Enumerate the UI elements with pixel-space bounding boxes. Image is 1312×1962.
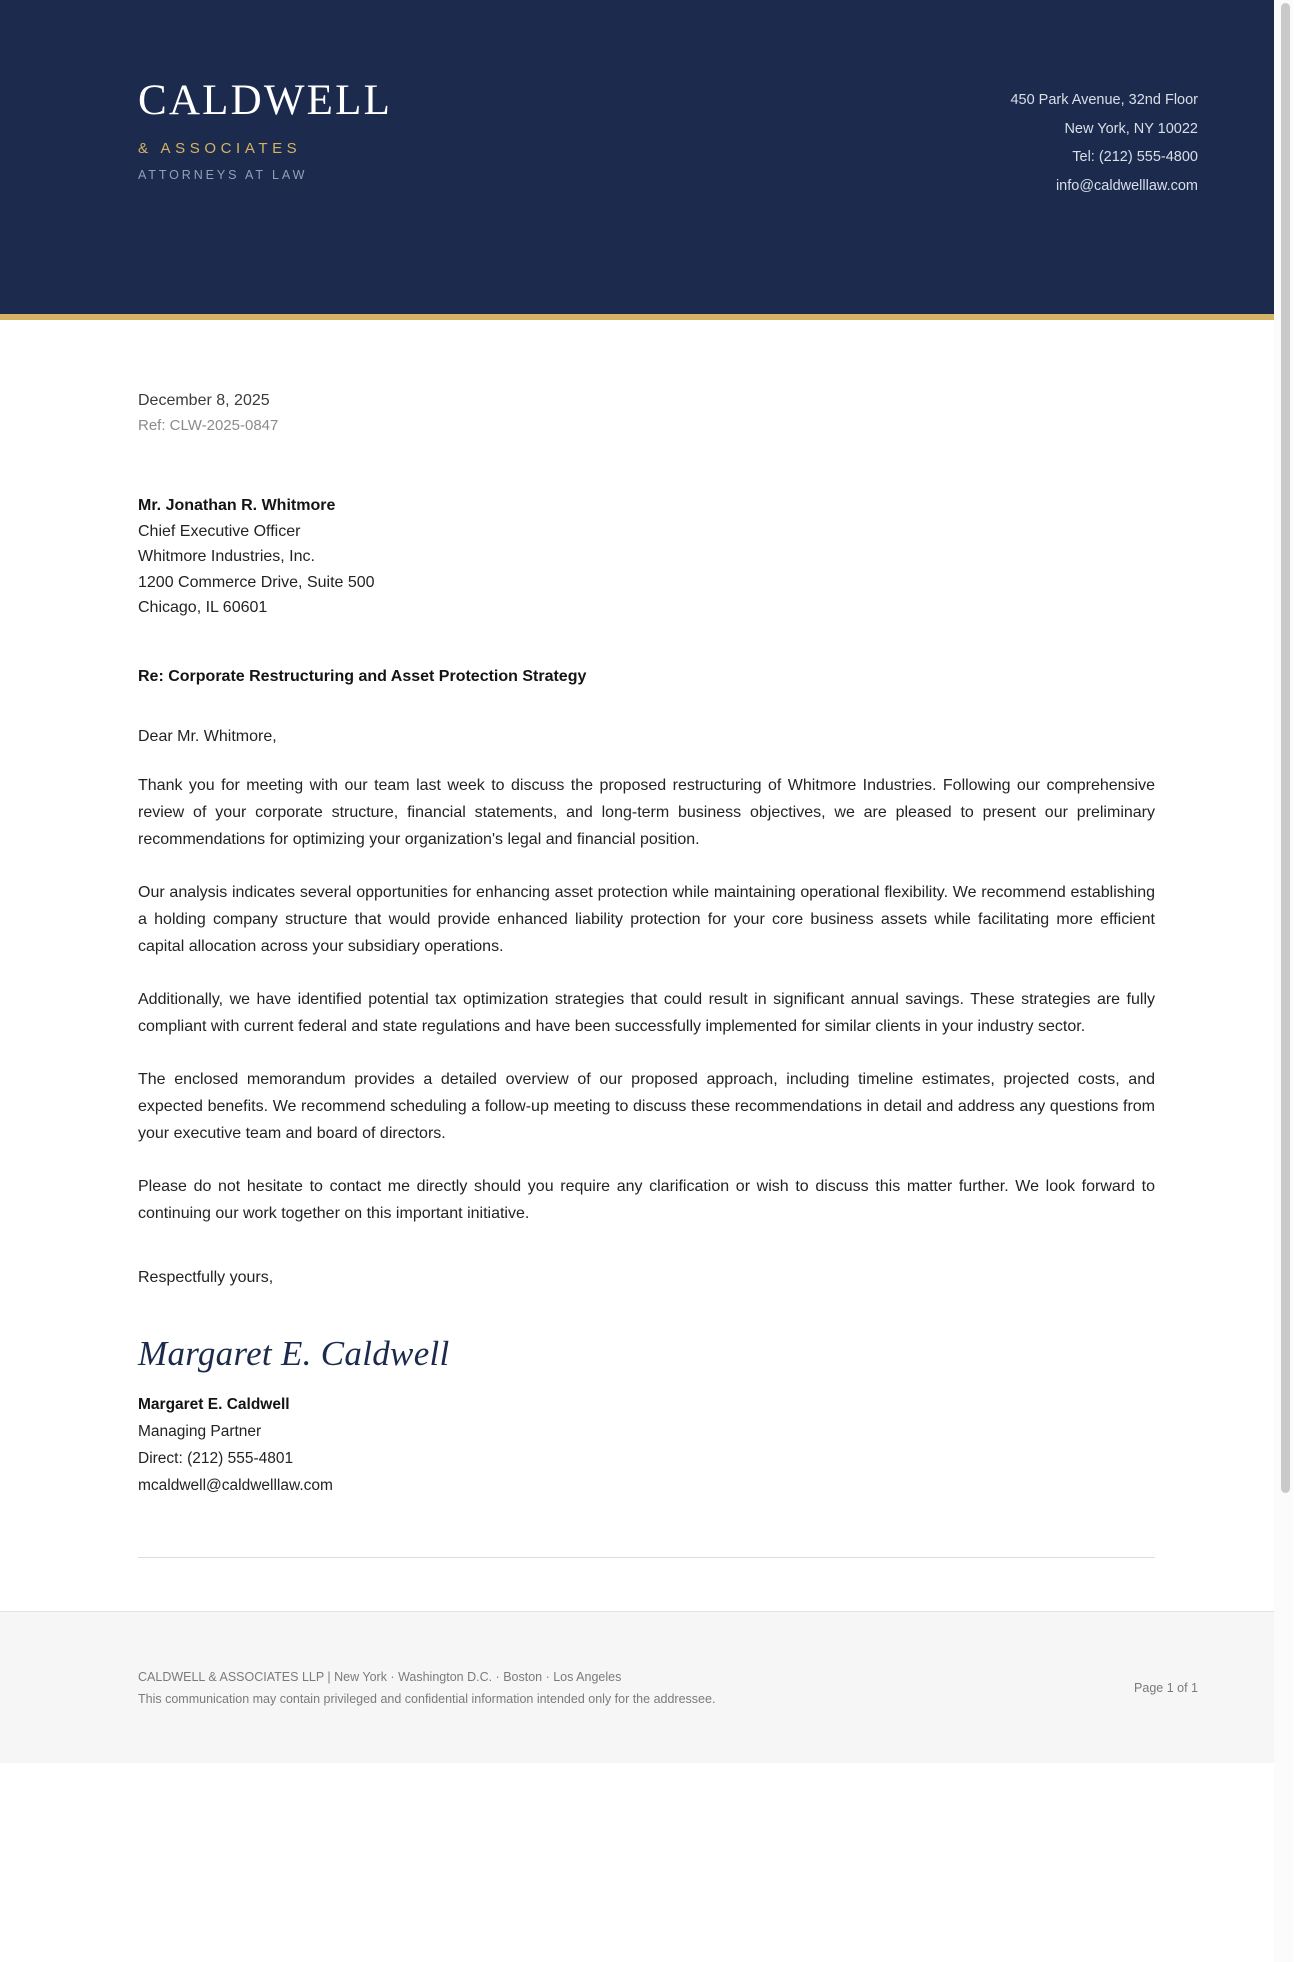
footer-text-block xyxy=(138,1666,715,1710)
date-block xyxy=(138,320,1155,438)
letterhead-inner xyxy=(0,78,1293,200)
signer-email: mcaldwell@caldwelllaw.com xyxy=(138,1477,333,1494)
footer-firm-line: CALDWELL & ASSOCIATES LLP | New York · Washington D.C. · Boston · Los Angeles xyxy=(138,1669,622,1684)
scrollbar-thumb[interactable] xyxy=(1281,3,1290,1493)
body-paragraph-5: Please do not hesitate to contact me directly should you require any clarification or wish to discuss this matter further. We look forward to continuing our work together on this important initiative. xyxy=(138,1177,1155,1222)
signature-block xyxy=(138,1391,1155,1499)
signature-script: Margaret E. Caldwell xyxy=(138,1333,450,1373)
contact-phone: Tel: (212) 555-4800 xyxy=(1072,149,1198,165)
recipient-city: Chicago, IL 60601 xyxy=(138,599,268,616)
letterhead xyxy=(0,0,1293,314)
signer-name: Margaret E. Caldwell xyxy=(138,1396,290,1413)
letter-body xyxy=(0,320,1293,1558)
firm-subtitle: & ASSOCIATES xyxy=(138,140,302,158)
contact-address-street: 450 Park Avenue, 32nd Floor xyxy=(1010,92,1198,108)
scrollbar-track[interactable] xyxy=(1274,0,1293,1962)
page-number: Page 1 of 1 xyxy=(1134,1680,1198,1695)
firm-tagline: ATTORNEYS AT LAW xyxy=(138,168,308,183)
recipient-title: Chief Executive Officer xyxy=(138,522,301,540)
contact-address-city: New York, NY 10022 xyxy=(1064,120,1198,137)
bottom-divider xyxy=(138,1557,1155,1558)
recipient-company: Whitmore Industries, Inc. xyxy=(138,548,315,565)
body-paragraph-1: Thank you for meeting with our team last week to discuss the proposed restructuring of Whitmore Industries. Following our comprehensive review of your corporate structure, financial statements, and long-term business objectives, we are pleased to present our preliminary recommendations for optimizing your organization's legal and financial position. xyxy=(138,776,1155,848)
body-paragraph-4: The enclosed memorandum provides a detailed overview of our proposed approach, including timeline estimates, projected costs, and expected benefits. We recommend scheduling a follow-up meeting to discuss these recommendations in detail and address any questions from your executive team and board of directors. xyxy=(138,1070,1155,1142)
reference-number: Ref: CLW-2025-0847 xyxy=(138,417,279,434)
signer-phone: Direct: (212) 555-4801 xyxy=(138,1450,294,1467)
firm-name: CALDWELL xyxy=(138,77,393,124)
contact-email: info@caldwelllaw.com xyxy=(1055,177,1198,194)
letter-date: December 8, 2025 xyxy=(138,392,270,409)
recipient-street: 1200 Commerce Drive, Suite 500 xyxy=(138,573,375,591)
body-paragraph-3: Additionally, we have identified potential tax optimization strategies that could result in significant annual savings. These strategies are fully compliant with current federal and state regulations and have been successfully implemented for similar clients in your industry sector. xyxy=(138,990,1155,1035)
contact-block xyxy=(1010,78,1198,200)
subject-line: Re: Corporate Restructuring and Asset Protection Strategy xyxy=(138,667,587,685)
recipient-name: Mr. Jonathan R. Whitmore xyxy=(138,497,336,514)
footer-disclaimer: This communication may contain privileged and confidential information intended only for the addressee. xyxy=(138,1691,716,1706)
page-footer xyxy=(0,1611,1293,1763)
recipient-address-block xyxy=(138,493,1155,621)
closing-phrase: Respectfully yours, xyxy=(138,1268,274,1286)
body-paragraph-2: Our analysis indicates several opportunities for enhancing asset protection while maintaining operational flexibility. We recommend establishing a holding company structure that would provide enhanced liability protection for your core business assets while facilitating more efficient capital allocation across your subsidiary operations. xyxy=(138,883,1155,955)
signer-title: Managing Partner xyxy=(138,1423,262,1440)
brand-block xyxy=(138,78,392,182)
salutation: Dear Mr. Whitmore, xyxy=(138,727,277,745)
